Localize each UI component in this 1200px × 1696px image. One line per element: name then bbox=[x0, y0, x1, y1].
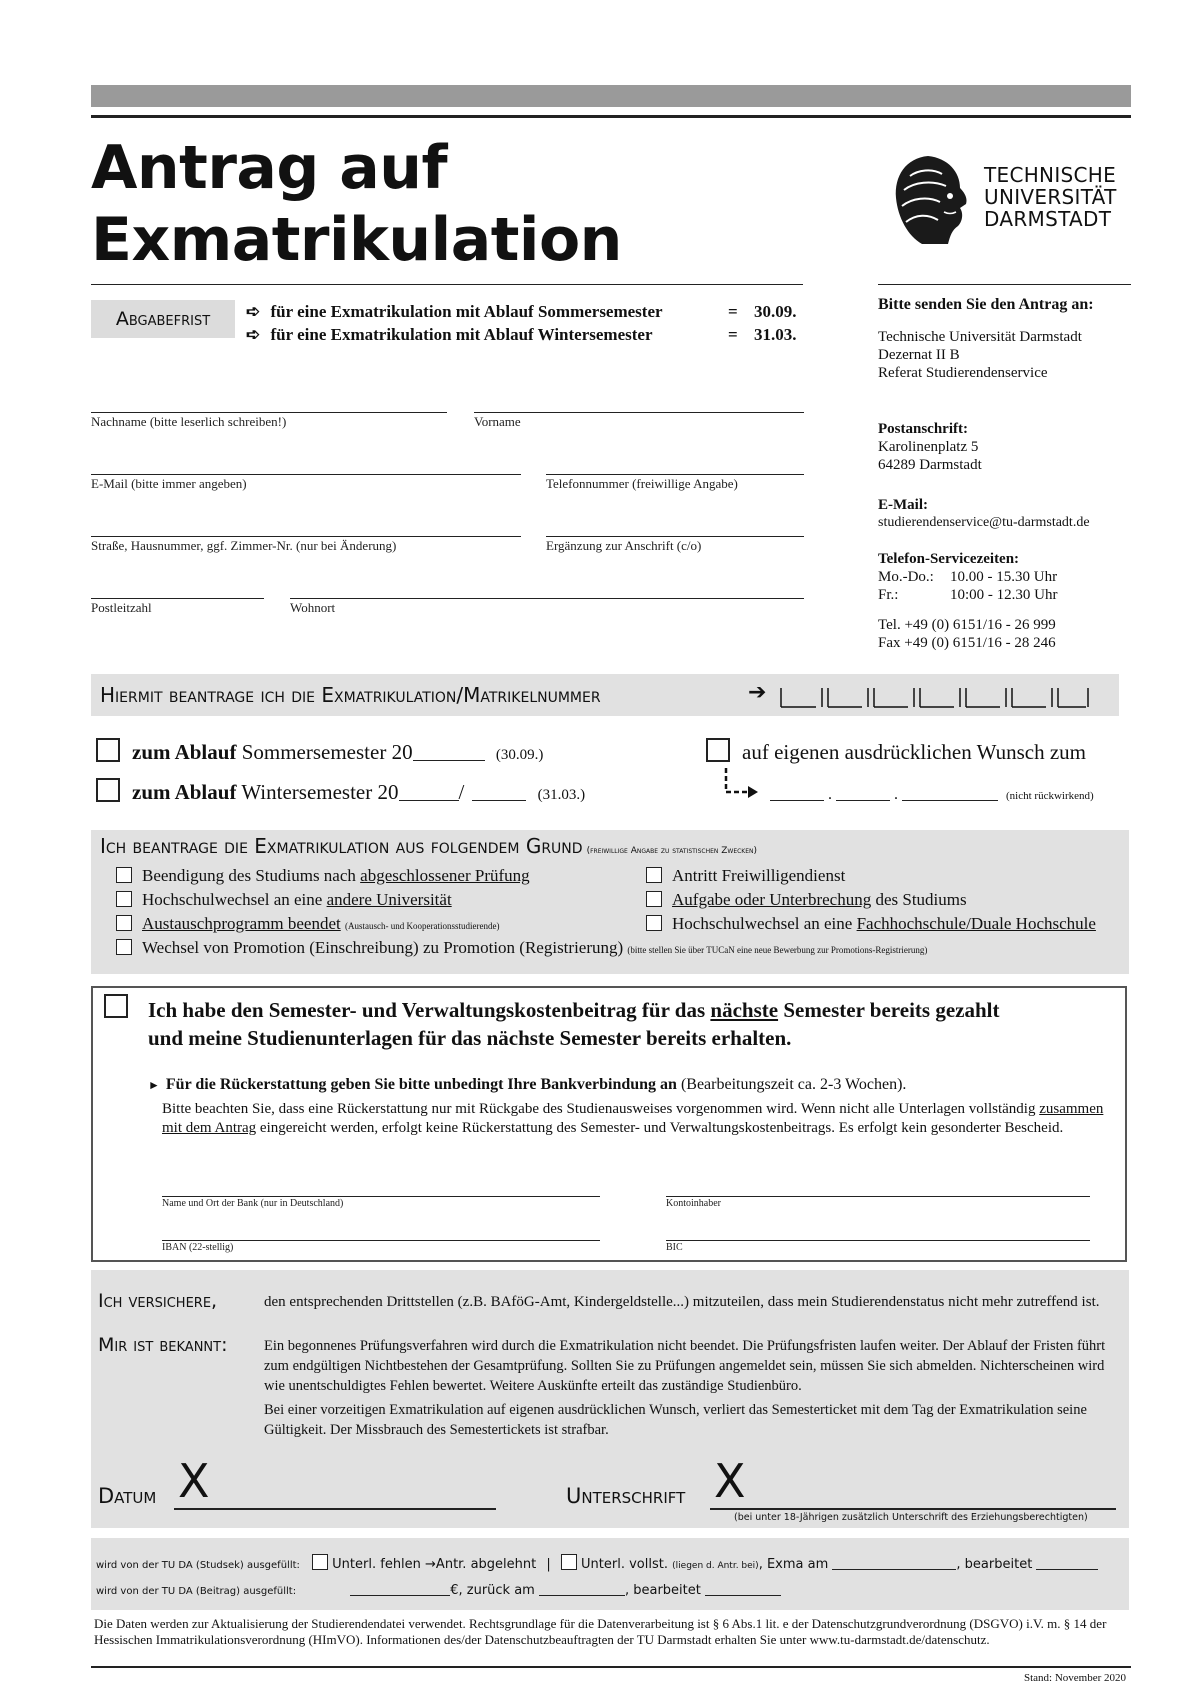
own-wish-arrow-icon bbox=[724, 766, 764, 800]
phone-field[interactable] bbox=[546, 474, 804, 475]
bic-label: BIC bbox=[666, 1242, 683, 1253]
reason-quit[interactable]: Aufgabe oder Unterbrechung des Studiums bbox=[646, 890, 967, 910]
summer-option[interactable]: zum Ablauf Sommersemester 20 (30.09.) bbox=[96, 738, 543, 769]
reason-checkbox[interactable] bbox=[646, 867, 662, 883]
tu-logo bbox=[888, 152, 1138, 252]
signature-label: Unterschrift bbox=[566, 1484, 686, 1508]
fax: Fax +49 (0) 6151/16 - 28 246 bbox=[878, 635, 1056, 651]
deadline-row-winter: ➪ für eine Exmatrikulation mit Ablauf Wintersemester = 31.03. bbox=[246, 325, 797, 344]
bank-name-label: Name und Ort der Bank (nur in Deutschland) bbox=[162, 1198, 344, 1209]
reason-university[interactable]: Hochschulwechsel an eine andere Universität bbox=[116, 890, 452, 910]
deadline-badge: Abgabefrist bbox=[91, 300, 235, 338]
office-band bbox=[91, 1538, 1129, 1610]
email-address[interactable]: studierendenservice@tu-darmstadt.de bbox=[878, 515, 1090, 530]
own-wish-option[interactable]: auf eigenen ausdrücklichen Wunsch zum bbox=[706, 738, 1086, 766]
processed-field-1[interactable] bbox=[1036, 1556, 1098, 1570]
reason-checkbox[interactable] bbox=[646, 915, 662, 931]
bank-name-field[interactable] bbox=[162, 1196, 600, 1197]
header-rule-left bbox=[91, 284, 803, 285]
office-complete-checkbox[interactable] bbox=[561, 1554, 577, 1570]
top-rule bbox=[91, 115, 1131, 118]
matriculation-heading: Hiermit beantrage ich die Exmatrikulation/Matrikelnummer bbox=[100, 683, 601, 707]
own-wish-checkbox[interactable] bbox=[706, 738, 730, 762]
date-label: Datum bbox=[98, 1484, 157, 1508]
tel: Tel. +49 (0) 6151/16 - 26 999 bbox=[878, 617, 1056, 633]
refund-date-field[interactable] bbox=[539, 1582, 625, 1596]
processed-field-2[interactable] bbox=[705, 1582, 781, 1596]
assure-text: den entsprechenden Drittstellen (z.B. BAföG-Amt, Kindergeldstelle...) mitzuteilen, dass mein Studierendenstatus nicht mehr zutreffend ist. bbox=[264, 1294, 1100, 1310]
reason-exchange[interactable]: Austauschprogramm beendet (Austausch- und Kooperationsstudierende) bbox=[116, 914, 499, 934]
address-line: Referat Studierendenservice bbox=[878, 365, 1048, 381]
arrow-icon: ➪ bbox=[246, 325, 261, 344]
reason-promotion[interactable]: Wechsel von Promotion (Einschreibung) zu Promotion (Registrierung) (bitte stellen Sie über TUCaN eine neue Bewerbung zur Promotions-Registrierung) bbox=[116, 938, 927, 958]
lastname-field[interactable] bbox=[91, 412, 447, 413]
city-field[interactable] bbox=[290, 598, 804, 599]
phone-heading: Telefon-Servicezeiten: bbox=[878, 551, 1020, 567]
zip-label: Postleitzahl bbox=[91, 600, 152, 615]
privacy-note: Die Daten werden zur Aktualisierung der Studierendendatei verwendet. Rechtsgrundlage für die Datenverarbeitung ist § 6 Abs.1 lit. e der Datenschutzgrundverordnung (DSGVO) i.V. m. § 14 der Hessischen Immatrikulationsverordnung (HImVO). Informationen des/der Datenschutzbeauftragten der TU Darmstadt erhalten Sie unter www.tu-darmstadt.de/datenschutz. bbox=[94, 1616, 1107, 1647]
known-text-2: Bei einer vorzeitigen Exmatrikulation auf eigenen ausdrücklichen Wunsch, verliert das Semesterticket mit dem Tag der Exmatrikulation seine Gültigkeit. Der Missbrauch des Semestertickets ist strafbar. bbox=[264, 1402, 1087, 1438]
reason-checkbox[interactable] bbox=[116, 939, 132, 955]
postal-line: Karolinenplatz 5 bbox=[878, 439, 979, 455]
bank-instruction: ► Für die Rückerstattung geben Sie bitte unbedingt Ihre Bankverbindung an (Bearbeitungszeit ca. 2-3 Wochen). bbox=[148, 1076, 907, 1093]
winter-checkbox[interactable] bbox=[96, 778, 120, 802]
email-field[interactable] bbox=[91, 474, 521, 475]
street-field[interactable] bbox=[91, 536, 521, 537]
holder-label: Kontoinhaber bbox=[666, 1198, 721, 1209]
arrow-icon: ➪ bbox=[246, 302, 261, 321]
addition-label: Ergänzung zur Anschrift (c/o) bbox=[546, 538, 702, 553]
signature-x-mark: X bbox=[714, 1454, 746, 1508]
addition-field[interactable] bbox=[546, 536, 804, 537]
refund-amount-field[interactable] bbox=[350, 1582, 450, 1596]
lastname-label: Nachname (bitte leserlich schreiben!) bbox=[91, 414, 287, 429]
digit-boxes bbox=[780, 686, 1090, 708]
reason-checkbox[interactable] bbox=[116, 915, 132, 931]
reason-degree[interactable]: Beendigung des Studiums nach abgeschlossener Prüfung bbox=[116, 866, 530, 886]
top-bar bbox=[91, 85, 1131, 107]
postal-line: 64289 Darmstadt bbox=[878, 457, 982, 473]
reasons-heading: Ich beantrage die Exmatrikulation aus folgendem Grund (freiwillige Angabe zu statistischen Zwecken) bbox=[100, 834, 758, 858]
office-missing-checkbox[interactable] bbox=[312, 1554, 328, 1570]
winter-year-field-1[interactable] bbox=[399, 787, 459, 801]
zip-field[interactable] bbox=[91, 598, 264, 599]
postal-heading: Postanschrift: bbox=[878, 421, 968, 437]
phone-label: Telefonnummer (freiwillige Angabe) bbox=[546, 476, 738, 491]
winter-option[interactable]: zum Ablauf Wintersemester 20 / (31.03.) bbox=[96, 778, 585, 809]
matriculation-arrow-icon: ➔ bbox=[748, 680, 767, 705]
hours-row: Mo.-Do.: 10.00 - 15.30 Uhr bbox=[878, 569, 1058, 585]
date-month-field[interactable] bbox=[836, 787, 890, 801]
refund-note: Bitte beachten Sie, dass eine Rückerstattung nur mit Rückgabe des Studienausweises vorgenommen wird. Wenn nicht alle Unterlagen vollständig zusammen mit dem Antrag eingereicht werden, erfolgt keine Rückerstattung des Semester- und Verwaltungskostenbeitrags. Es erfolgt kein gesonderter Bescheid. bbox=[162, 1101, 1104, 1136]
signature-field[interactable] bbox=[710, 1508, 1116, 1510]
hours-row: Fr.: 10:00 - 12.30 Uhr bbox=[878, 587, 1058, 603]
address-line: Dezernat II B bbox=[878, 347, 960, 363]
date-day-field[interactable] bbox=[770, 787, 824, 801]
city-label: Wohnort bbox=[290, 600, 336, 615]
title-line-1: Antrag auf bbox=[91, 133, 448, 203]
iban-field[interactable] bbox=[162, 1240, 600, 1241]
summer-checkbox[interactable] bbox=[96, 738, 120, 762]
office-row-1: wird von der TU DA (Studsek) ausgefüllt: Unterl. fehlen →Antr. abgelehnt | Unterl. vollst. (liegen d. Antr. bei), Exma am , bearbeitet bbox=[96, 1554, 1098, 1572]
winter-year-field-2[interactable] bbox=[472, 787, 526, 801]
logo-line-3: DARMSTADT bbox=[984, 207, 1112, 231]
holder-field[interactable] bbox=[666, 1196, 1090, 1197]
date-field[interactable] bbox=[174, 1508, 496, 1510]
known-text-1: Ein begonnenes Prüfungsverfahren wird durch die Exmatrikulation nicht beendet. Die Prüfungsfristen laufen weiter. Der Ablauf der Fristen führt zum endgültigen Nichtbestehen der Gesamtprüfung. Sollten Sie zu Prüfungen angemeldet sein, müssen Sie sich abmelden. Nichterscheinen wird wie unentschuldigtes Fehlen bewertet. Weitere Auskünfte erteilt das zuständige Studienbüro. bbox=[264, 1338, 1106, 1394]
date-year-field[interactable] bbox=[902, 787, 998, 801]
reason-fh[interactable]: Hochschulwechsel an eine Fachhochschule/Duale Hochschule bbox=[646, 914, 1096, 934]
matriculation-number-field[interactable] bbox=[780, 686, 1090, 708]
signature-note: (bei unter 18-Jährigen zusätzlich Unterschrift des Erziehungsberechtigten) bbox=[734, 1512, 1088, 1523]
reason-volunteer[interactable]: Antritt Freiwilligendienst bbox=[646, 866, 845, 886]
summer-year-field[interactable] bbox=[413, 747, 485, 761]
exma-date-field[interactable] bbox=[832, 1556, 956, 1570]
logo-line-2: UNIVERSITÄT bbox=[984, 185, 1117, 209]
firstname-label: Vorname bbox=[474, 414, 521, 429]
email-label: E-Mail (bitte immer angeben) bbox=[91, 476, 247, 491]
address-heading: Bitte senden Sie den Antrag an: bbox=[878, 296, 1094, 313]
footer-rule bbox=[91, 1666, 1131, 1668]
bullet-icon: ► bbox=[148, 1078, 160, 1092]
address-line: Technische Universität Darmstadt bbox=[878, 329, 1082, 345]
version-note: Stand: November 2020 bbox=[1023, 1672, 1126, 1684]
reason-checkbox[interactable] bbox=[116, 867, 132, 883]
email-heading: E-Mail: bbox=[878, 497, 928, 513]
refund-statement: Ich habe den Semester- und Verwaltungskostenbeitrag für das nächste Semester bereits gezahlt und meine Studienunterlagen für das nächste Semester bereits erhalten. bbox=[148, 998, 1000, 1050]
street-label: Straße, Hausnummer, ggf. Zimmer-Nr. (nur bei Änderung) bbox=[91, 538, 397, 553]
logo-line-1: TECHNISCHE bbox=[984, 163, 1117, 187]
known-label: Mir ist bekannt: bbox=[98, 1334, 228, 1356]
reason-checkbox[interactable] bbox=[116, 891, 132, 907]
firstname-field[interactable] bbox=[474, 412, 804, 413]
iban-label: IBAN (22-stellig) bbox=[162, 1242, 234, 1253]
bic-field[interactable] bbox=[666, 1240, 1090, 1241]
own-wish-date[interactable]: . . (nicht rückwirkend) bbox=[770, 786, 1094, 804]
page-title bbox=[91, 132, 622, 276]
title-line-2: Exmatrikulation bbox=[91, 205, 622, 275]
deadline-row-summer: ➪ für eine Exmatrikulation mit Ablauf Sommersemester = 30.09. bbox=[246, 302, 797, 321]
office-row-2: wird von der TU DA (Beitrag) ausgefüllt: €, zurück am , bearbeitet bbox=[96, 1582, 781, 1598]
assure-label: Ich versichere, bbox=[98, 1290, 218, 1312]
deadline-rows bbox=[246, 300, 806, 346]
athena-head-icon bbox=[888, 152, 970, 248]
address-block bbox=[878, 296, 1138, 652]
refund-checkbox[interactable] bbox=[104, 994, 128, 1018]
header-rule-right bbox=[878, 284, 1131, 285]
date-x-mark: X bbox=[178, 1454, 210, 1508]
reason-checkbox[interactable] bbox=[646, 891, 662, 907]
